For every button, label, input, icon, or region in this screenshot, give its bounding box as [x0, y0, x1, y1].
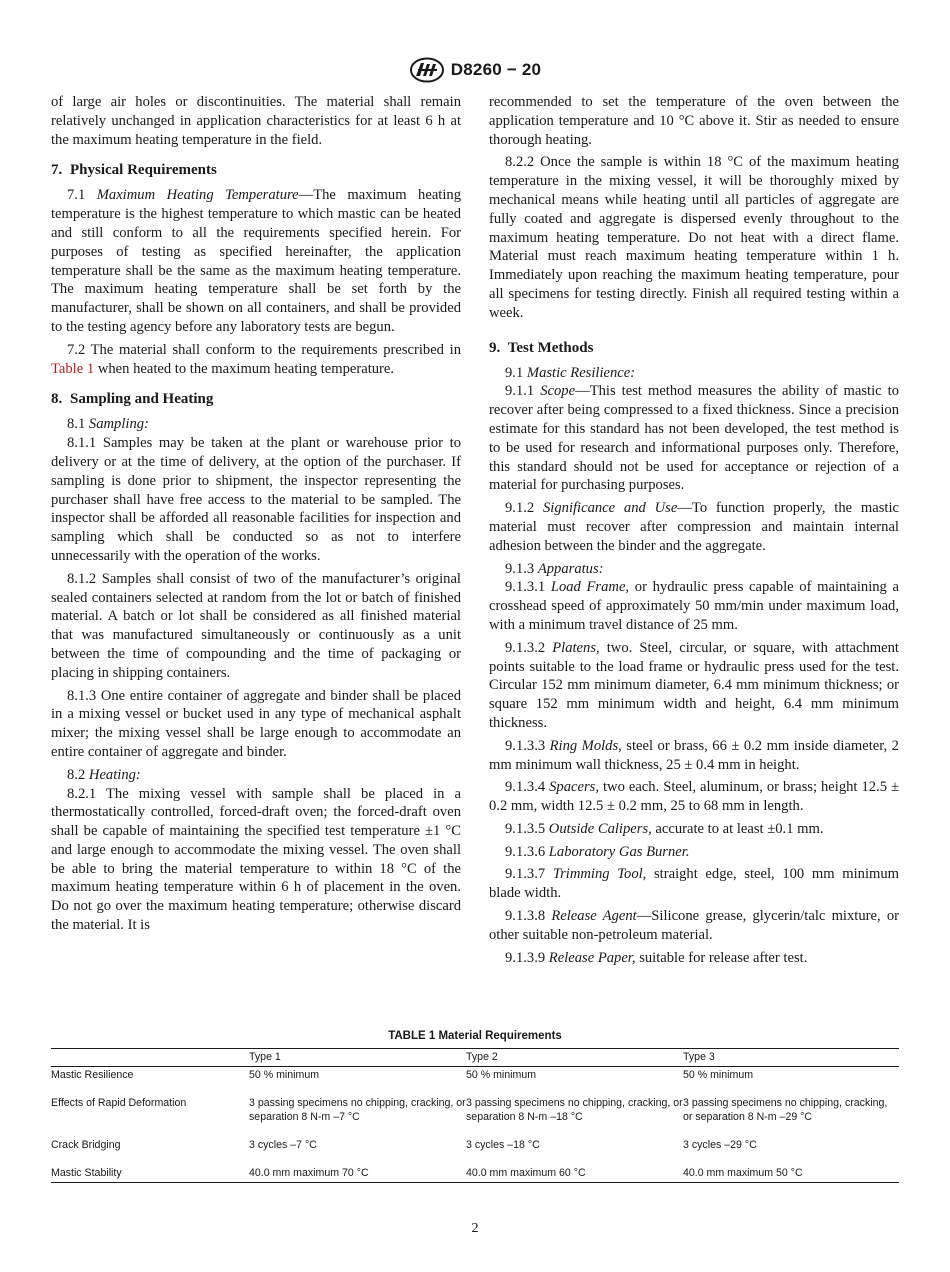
paragraph-9-1-3-9: 9.1.3.9 Release Paper, suitable for release after test.: [505, 949, 808, 966]
table-cell: 50 % minimum: [249, 1069, 320, 1081]
paragraph-8-1-1: 8.1.1 Samples may be taken at the plant or warehouse prior to delivery or at the time of delivery, at the option of the purchaser. If sampling is done prior to shipment, the inspector representing the purchaser shall have free access to the material to be sampled. The inspector shall be afforded all reasonable facilities for inspection and sampling which shall be conducted so as not to interfere unnecessarily with the operation of the works.: [51, 435, 461, 564]
paragraph-9-1-3-1: 9.1.3.1 Load Frame, or hydraulic press capable of maintaining a crosshead speed of approximately 50 mm/min under maximum load, with a minimum travel distance of 25 mm.: [489, 579, 899, 633]
paragraph-7-2: 7.2 The material shall conform to the requirements prescribed in Table 1 when heated to the maximum heating temperature.: [51, 341, 461, 377]
astm-logo-icon: [409, 57, 445, 83]
right-column: [489, 93, 899, 967]
paragraph-continued: of large air holes or discontinuities. The material shall remain relatively unchanged in application characteristics for at least 6 h at the maximum heating temperature in the field.: [51, 94, 461, 148]
paragraph-9-1-3-5: 9.1.3.5 Outside Calipers, accurate to at least ±0.1 mm.: [505, 820, 824, 837]
paragraph-9-1-3-4: 9.1.3.4 Spacers, two each. Steel, aluminum, or brass; height 12.5 ± 0.2 mm, width 12.5 ± 0.2 mm, 25 to 68 mm in length.: [489, 779, 899, 815]
table-cell: 50 % minimum: [683, 1069, 754, 1081]
paragraph-9-1-3-6: 9.1.3.6 Laboratory Gas Burner.: [505, 843, 690, 860]
row-label: Effects of Rapid Deformation: [51, 1096, 187, 1109]
paragraph-8-2: 8.2 Heating:: [67, 766, 141, 783]
requirements-table: [51, 1048, 899, 1183]
paragraph-8-2-2: 8.2.2 Once the sample is within 18 °C of the maximum heating temperature in the mixing vessel, it will be thoroughly mixed by mechanical means while heating until all particles of aggregate are fully coated and aggregate is dispersed evenly throughout to the maximum heating temperature. Do not heat with a direct flame. Material must reach maximum heating temperature within 1 h. Immediately upon reaching the maximum heating temperature, pour all specimens for testing directly. Finish all required testing within a week.: [489, 154, 899, 321]
paragraph-9-1-3-3: 9.1.3.3 Ring Molds, steel or brass, 66 ± 0.2 mm inside diameter, 2 mm minimum wall thickness, 25 ± 0.4 mm in height.: [489, 737, 899, 773]
paragraph-8-1-2: 8.1.2 Samples shall consist of two of the manufacturer’s original sealed containers selected at random from the lot or batch of finished material. A batch or lot shall be considered as all finished material that was manufactured simultaneously or continuously as a unit between the time of compounding and the time of packaging or placing in shipping containers.: [51, 570, 461, 681]
page-header: [0, 56, 950, 84]
paragraph-8-1: 8.1 Sampling:: [67, 416, 149, 433]
table-1-link[interactable]: Table 1: [51, 360, 95, 377]
material-requirements-table: [51, 1030, 899, 1183]
table-header-cell: [51, 1049, 249, 1067]
row-label: Crack Bridging: [51, 1138, 121, 1151]
paragraph-9-1-2: 9.1.2 Significance and Use—To function properly, the mastic material must recover after compression and maintain internal adhesion between the binder and the aggregate.: [489, 500, 900, 554]
table-cell: 3 passing specimens no chipping, cracking, or separation 8 N-m –18 °C: [466, 1096, 683, 1123]
table-cell: 40.0 mm maximum 50 °C: [683, 1165, 899, 1183]
paragraph-9-1-3-7: 9.1.3.7 Trimming Tool, straight edge, steel, 100 mm minimum blade width.: [489, 866, 900, 902]
table-cell: 3 passing specimens no chipping, cracking, or separation 8 N-m –7 °C: [249, 1096, 466, 1123]
table-cell: 50 % minimum: [466, 1069, 537, 1081]
table-cell: 3 cycles –29 °C: [683, 1138, 757, 1151]
row-label: Mastic Resilience: [51, 1069, 134, 1081]
paragraph-9-1-3: 9.1.3 Apparatus:: [505, 560, 604, 577]
paragraph-9-1-3-8: 9.1.3.8 Release Agent—Silicone grease, glycerin/talc mixture, or other suitable non-petroleum material.: [489, 908, 899, 943]
left-column: [51, 93, 461, 935]
section-9-heading: 9. Test Methods: [489, 339, 594, 356]
table-header-row: [51, 1049, 899, 1067]
table-row: [51, 1137, 899, 1165]
table-cell: 3 cycles –18 °C: [466, 1138, 540, 1151]
table-cell: 40.0 mm maximum 70 °C: [249, 1165, 466, 1183]
paragraph-8-2-1: 8.2.1 The mixing vessel with sample shall be placed in a thermostatically controlled, forced-draft oven; the forced-draft oven shall be capable of maintaining the specified test temperature ±1 °C and large enough to accommodate the mixing vessel. The oven shall be able to bring the material temperature to within 18 °C of the maximum heating temperature within 6 h of placement in the oven. Do not go over the maximum heating temperature; otherwise discard the material. It is: [51, 785, 461, 934]
paragraph-continued: recommended to set the temperature of the oven between the application temperature and 10 °C above it. Stir as needed to ensure thorough heating.: [489, 94, 899, 148]
paragraph-8-1-3: 8.1.3 One entire container of aggregate and binder shall be placed in a mixing vessel or bucket used in any type of mechanical asphalt mixer; the mixing vessel shall be large enough to accommodate an entire container of aggregate and binder.: [51, 687, 461, 760]
paragraph-9-1: 9.1 Mastic Resilience:: [505, 364, 636, 381]
paragraph-9-1-3-2: 9.1.3.2 Platens, two. Steel, circular, or square, with attachment points suitable to the load frame or hydraulic press used for the test. Circular 152 mm minimum diameter, 6.4 mm minimum thickness; or square 152 mm minimum width and height, 6.4 mm minimum thickness.: [489, 639, 899, 731]
paragraph-7-1: 7.1 Maximum Heating Temperature—The maximum heating temperature is the highest temperature to which mastic can be heated and still conform to all the requirements specified herein. For purposes of testing as specified hereinafter, the application temperature shall be the same as the maximum heating temperature. The maximum heating temperature shall be set forth by the manufacturer, shall be shown on all containers, and shall be provided to the testing agency before any laboratory tests are begun.: [51, 187, 461, 335]
paragraph-9-1-1: 9.1.1 Scope—This test method measures the ability of mastic to recover after being compressed to a fixed thickness. Since a precision estimate for this standard has not been developed, the test method is to be used for research and informational purposes only. Therefore, this standard should not be used for acceptance or rejection of a material for purchasing purposes.: [489, 383, 899, 494]
row-label: Mastic Stability: [51, 1165, 249, 1183]
table-cell: 3 cycles –7 °C: [249, 1138, 317, 1151]
table-header-cell: Type 2: [466, 1049, 683, 1067]
section-7-heading: 7. Physical Requirements: [51, 162, 217, 179]
table-cell: 40.0 mm maximum 60 °C: [466, 1165, 683, 1183]
table-row: [51, 1067, 899, 1095]
table-header-cell: Type 3: [683, 1049, 899, 1067]
table-row: [51, 1165, 899, 1183]
table-header-cell: Type 1: [249, 1049, 466, 1067]
standard-designation: D8260 − 20: [450, 60, 542, 79]
table-title: TABLE 1 Material Requirements: [388, 1030, 562, 1042]
page-number: 2: [471, 1221, 479, 1236]
table-row: [51, 1095, 899, 1137]
section-8-heading: 8. Sampling and Heating: [51, 391, 214, 408]
table-cell: 3 passing specimens no chipping, cracking, or separation 8 N-m –29 °C: [683, 1096, 888, 1123]
